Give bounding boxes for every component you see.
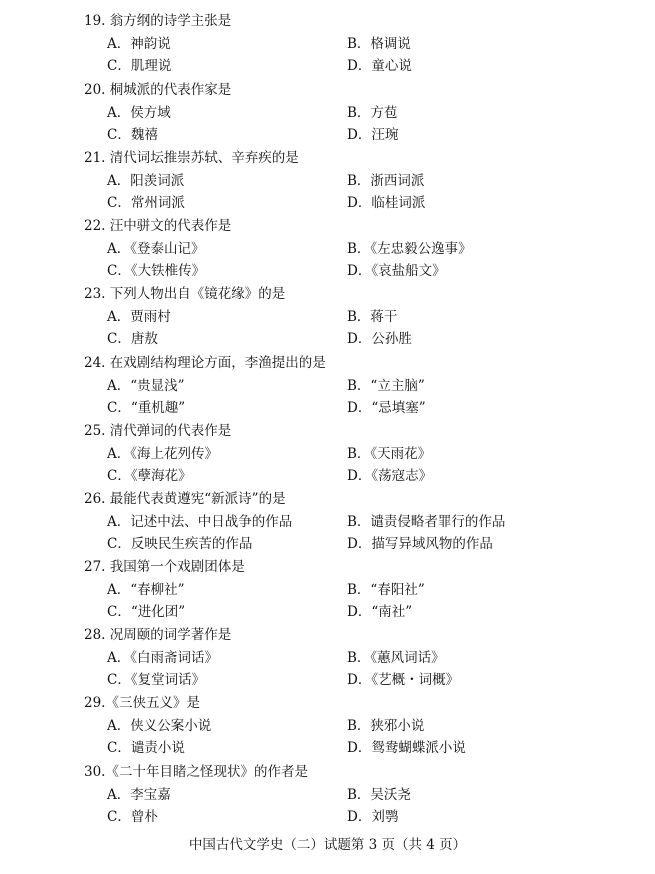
option-d: D．《哀盐船文》	[347, 263, 446, 279]
question-24	[0, 352, 655, 420]
question-stem	[84, 420, 231, 442]
option-d: D．公孙胜	[347, 331, 412, 347]
question-number: 24.	[84, 355, 106, 371]
question-stem	[84, 624, 231, 646]
option-b: B．《左忠毅公逸事》	[347, 241, 472, 257]
option-c: C．反映民生疾苦的作品	[107, 536, 253, 552]
option-d: D．《荡寇志》	[347, 468, 433, 484]
option-b: B．格调说	[347, 36, 411, 52]
option-c: C．曾朴	[107, 809, 158, 825]
question-number: 21.	[84, 150, 106, 166]
option-b: B．《蕙风词话》	[347, 650, 445, 666]
question-text: 《三侠五义》是	[105, 695, 200, 711]
question-stem	[84, 352, 326, 374]
question-28	[0, 624, 655, 692]
question-stem	[84, 761, 308, 783]
question-text: 汪中骈文的代表作是	[109, 218, 232, 234]
question-text: 下列人物出自《镜花缘》的是	[109, 286, 286, 302]
question-text: 清代弹词的代表作是	[109, 423, 232, 439]
option-b: B．狭邪小说	[347, 718, 425, 734]
question-text: 清代词坛推崇苏轼、辛弃疾的是	[109, 150, 299, 166]
option-c: C．常州词派	[107, 195, 185, 211]
option-a: A．李宝嘉	[107, 787, 171, 803]
question-number: 27.	[84, 559, 106, 575]
option-d: D．鸳鸯蝴蝶派小说	[347, 740, 466, 756]
question-stem	[84, 488, 286, 510]
option-c: C．肌理说	[107, 58, 172, 74]
question-stem	[84, 79, 231, 101]
question-text: 况周颐的词学著作是	[109, 627, 232, 643]
option-d: D．“南社”	[347, 604, 413, 620]
option-d: D．临桂词派	[347, 195, 426, 211]
question-number: 19.	[84, 13, 106, 29]
option-d: D．《艺概・词概》	[347, 672, 460, 688]
question-20	[0, 79, 655, 147]
option-a: A．神韵说	[107, 36, 171, 52]
option-d: D．描写异域风物的作品	[347, 536, 493, 552]
question-text: 翁方纲的诗学主张是	[109, 13, 232, 29]
question-number: 20.	[84, 82, 106, 98]
question-stem	[84, 556, 245, 578]
question-30	[0, 761, 655, 829]
option-a: A．《海上花列传》	[107, 446, 218, 462]
option-a: A．“春柳社”	[107, 582, 185, 598]
question-text: 桐城派的代表作家是	[109, 82, 232, 98]
option-b: B．浙西词派	[347, 173, 425, 189]
question-stem	[84, 215, 231, 237]
question-text: 我国第一个戏剧团体是	[109, 559, 245, 575]
option-a: A．侯方域	[107, 105, 171, 121]
page-footer: 中国古代文学史（二）试题第 3 页（共 4 页）	[188, 837, 467, 853]
option-b: B．《天雨花》	[347, 446, 432, 462]
option-c: C．《复堂词话》	[107, 672, 206, 688]
question-stem	[84, 147, 299, 169]
question-text: 《二十年目睹之怪现状》的作者是	[105, 764, 308, 780]
option-b: B．谴责侵略者罪行的作品	[347, 514, 506, 530]
question-25	[0, 420, 655, 488]
question-27	[0, 556, 655, 624]
question-29	[0, 692, 655, 760]
option-c: C．唐敖	[107, 331, 158, 347]
option-d: D．刘鹗	[347, 809, 399, 825]
question-number: 25.	[84, 423, 106, 439]
question-number: 28.	[84, 627, 106, 643]
question-stem	[84, 10, 231, 32]
question-stem	[84, 692, 200, 714]
option-d: D．童心说	[347, 58, 412, 74]
question-21	[0, 147, 655, 215]
option-a: A．记述中法、中日战争的作品	[107, 514, 293, 530]
question-stem	[84, 283, 285, 305]
option-a: A．《白雨斋词话》	[107, 650, 218, 666]
option-d: D．汪琬	[347, 127, 399, 143]
option-a: A．侠义公案小说	[107, 718, 212, 734]
option-c: C．谴责小说	[107, 740, 185, 756]
option-c: C．《大铁椎传》	[107, 263, 206, 279]
option-a: A．贾雨村	[107, 309, 171, 325]
option-b: B．“立主脑”	[347, 378, 425, 394]
option-c: C．“重机趣”	[107, 400, 186, 416]
option-a: A．阳羡词派	[107, 173, 185, 189]
question-number: 23.	[84, 286, 106, 302]
question-number: 29.	[84, 695, 106, 711]
option-b: B．方苞	[347, 105, 398, 121]
option-c: C．《孽海花》	[107, 468, 192, 484]
question-number: 30.	[84, 764, 106, 780]
option-b: B．蒋干	[347, 309, 398, 325]
option-c: C．“进化团”	[107, 604, 186, 620]
question-19	[0, 10, 655, 78]
option-b: B．吴沃尧	[347, 787, 411, 803]
option-c: C．魏禧	[107, 127, 158, 143]
question-26	[0, 488, 655, 556]
question-number: 26.	[84, 491, 106, 507]
question-text: 在戏剧结构理论方面，李渔提出的是	[109, 355, 326, 371]
question-23	[0, 283, 655, 351]
option-a: A．“贵显浅”	[107, 378, 185, 394]
option-d: D．“忌填塞”	[347, 400, 426, 416]
option-b: B．“春阳社”	[347, 582, 425, 598]
question-number: 22.	[84, 218, 106, 234]
question-text: 最能代表黄遵宪“新派诗”的是	[109, 491, 286, 507]
option-a: A．《登泰山记》	[107, 241, 205, 257]
question-22	[0, 215, 655, 283]
